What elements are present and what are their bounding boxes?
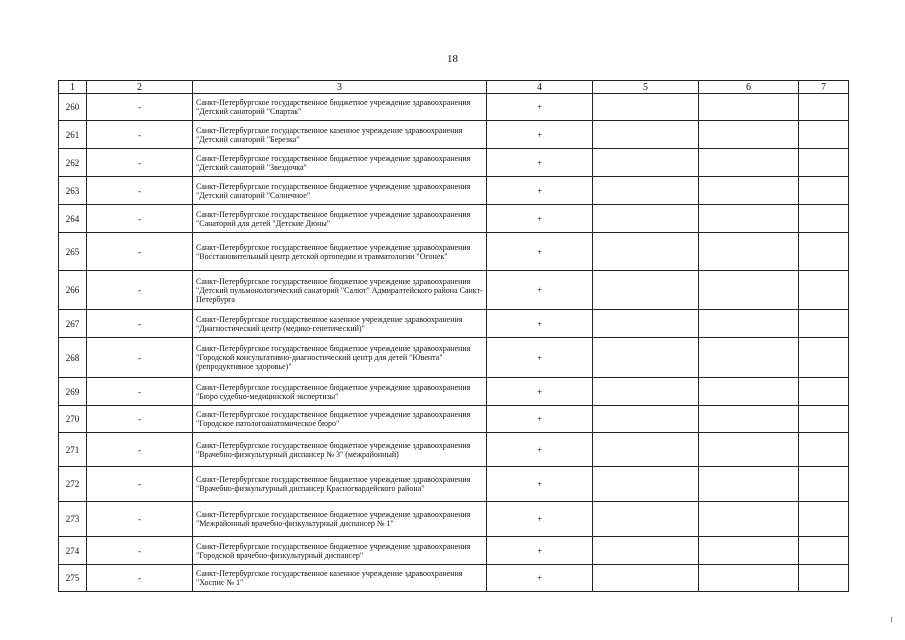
row-number: 270 [59, 406, 87, 433]
table-row [59, 121, 849, 149]
institution-name: Санкт-Петербургское государственное бюджетное учреждение здравоохранения "Городской консультативно-диагностический центр для детей "Ювента" (репродуктивное здоровье)" [193, 338, 487, 378]
header-col-2: 2 [87, 81, 193, 94]
institution-name: Санкт-Петербургское государственное бюджетное учреждение здравоохранения "Врачебно-физкультурный диспансер № 3" (межрайонный) [193, 433, 487, 467]
table-row [59, 271, 849, 310]
row-col4: + [487, 467, 593, 502]
row-col5 [593, 121, 699, 149]
row-col4: + [487, 433, 593, 467]
table-row [59, 565, 849, 592]
row-col4: + [487, 94, 593, 121]
header-row [59, 81, 849, 94]
row-number: 274 [59, 537, 87, 565]
row-col5 [593, 378, 699, 406]
row-col4: + [487, 378, 593, 406]
row-col6 [699, 271, 799, 310]
row-number: 260 [59, 94, 87, 121]
page-number: 18 [447, 53, 458, 65]
row-col7 [799, 233, 849, 271]
institution-name: Санкт-Петербургское государственное бюджетное учреждение здравоохранения "Детский санаторий "Звездочка" [193, 149, 487, 177]
row-col6 [699, 121, 799, 149]
row-col4: + [487, 338, 593, 378]
institution-name: Санкт-Петербургское государственное бюджетное учреждение здравоохранения "Бюро судебно-медицинской экспертизы" [193, 378, 487, 406]
header-col-3: 3 [193, 81, 487, 94]
row-col4: + [487, 565, 593, 592]
row-number: 272 [59, 467, 87, 502]
row-col6 [699, 378, 799, 406]
row-col6 [699, 467, 799, 502]
row-col7 [799, 338, 849, 378]
row-number: 268 [59, 338, 87, 378]
row-col2: - [87, 121, 193, 149]
row-col5 [593, 94, 699, 121]
table-row [59, 502, 849, 537]
institution-name: Санкт-Петербургское государственное бюджетное учреждение здравоохранения "Детский пульмонологический санаторий "Салют" Адмиралтейского района Санкт-Петербурга [193, 271, 487, 310]
row-col5 [593, 271, 699, 310]
row-col4: + [487, 177, 593, 205]
row-col6 [699, 94, 799, 121]
row-col2: - [87, 467, 193, 502]
row-col6 [699, 338, 799, 378]
row-number: 271 [59, 433, 87, 467]
row-col5 [593, 565, 699, 592]
row-col6 [699, 233, 799, 271]
row-col7 [799, 205, 849, 233]
row-col5 [593, 537, 699, 565]
row-col4: + [487, 149, 593, 177]
row-col6 [699, 406, 799, 433]
row-col2: - [87, 233, 193, 271]
row-col7 [799, 467, 849, 502]
row-number: 275 [59, 565, 87, 592]
table-row [59, 406, 849, 433]
table-row [59, 378, 849, 406]
table-row [59, 537, 849, 565]
row-number: 264 [59, 205, 87, 233]
row-number: 261 [59, 121, 87, 149]
row-col2: - [87, 177, 193, 205]
row-col5 [593, 177, 699, 205]
row-col7 [799, 271, 849, 310]
row-col4: + [487, 406, 593, 433]
row-number: 273 [59, 502, 87, 537]
header-col-4: 4 [487, 81, 593, 94]
row-col4: + [487, 121, 593, 149]
institution-name: Санкт-Петербургское государственное казенное учреждение здравоохранения "Детский санаторий "Березка" [193, 121, 487, 149]
header-col-6: 6 [699, 81, 799, 94]
institution-name: Санкт-Петербургское государственное бюджетное учреждение здравоохранения "Городской врачебно-физкультурный диспансер" [193, 537, 487, 565]
row-col5 [593, 149, 699, 177]
row-col7 [799, 310, 849, 338]
institution-name: Санкт-Петербургское государственное бюджетное учреждение здравоохранения "Городское патологоанатомическое бюро" [193, 406, 487, 433]
institution-name: Санкт-Петербургское государственное бюджетное учреждение здравоохранения "Восстановительный центр детской ортопедии и травматологии "Огонек" [193, 233, 487, 271]
row-number: 265 [59, 233, 87, 271]
institution-name: Санкт-Петербургское государственное казенное учреждение здравоохранения "Хоспис № 1" [193, 565, 487, 592]
row-col4: + [487, 537, 593, 565]
institution-name: Санкт-Петербургское государственное казенное учреждение здравоохранения "Диагностический центр (медико-генетический)" [193, 310, 487, 338]
row-col2: - [87, 433, 193, 467]
row-col7 [799, 177, 849, 205]
row-col5 [593, 338, 699, 378]
institution-name: Санкт-Петербургское государственное бюджетное учреждение здравоохранения "Врачебно-физкультурный диспансер Красногвардейского района" [193, 467, 487, 502]
row-col2: - [87, 537, 193, 565]
row-col2: - [87, 310, 193, 338]
row-col6 [699, 537, 799, 565]
row-col2: - [87, 94, 193, 121]
row-col6 [699, 177, 799, 205]
row-col2: - [87, 271, 193, 310]
row-col5 [593, 310, 699, 338]
scan-mark [891, 617, 892, 622]
row-col2: - [87, 149, 193, 177]
header-col-5: 5 [593, 81, 699, 94]
row-col7 [799, 565, 849, 592]
row-col6 [699, 433, 799, 467]
row-number: 263 [59, 177, 87, 205]
header-col-7: 7 [799, 81, 849, 94]
row-col5 [593, 205, 699, 233]
row-number: 266 [59, 271, 87, 310]
row-col2: - [87, 406, 193, 433]
row-col7 [799, 378, 849, 406]
row-col2: - [87, 565, 193, 592]
row-col6 [699, 205, 799, 233]
table-row [59, 94, 849, 121]
row-number: 262 [59, 149, 87, 177]
row-col6 [699, 149, 799, 177]
institution-name: Санкт-Петербургское государственное бюджетное учреждение здравоохранения "Санаторий для детей "Детские Дюны" [193, 205, 487, 233]
row-col5 [593, 406, 699, 433]
row-col4: + [487, 205, 593, 233]
registry-table [58, 80, 849, 592]
table-row [59, 433, 849, 467]
row-col2: - [87, 338, 193, 378]
row-col6 [699, 310, 799, 338]
table-row [59, 467, 849, 502]
row-number: 267 [59, 310, 87, 338]
table-row [59, 205, 849, 233]
row-col4: + [487, 502, 593, 537]
row-col5 [593, 467, 699, 502]
row-col2: - [87, 378, 193, 406]
row-col4: + [487, 271, 593, 310]
institution-name: Санкт-Петербургское государственное бюджетное учреждение здравоохранения "Детский санаторий "Спартак" [193, 94, 487, 121]
row-col2: - [87, 502, 193, 537]
header-col-1: 1 [59, 81, 87, 94]
table-row [59, 149, 849, 177]
row-col7 [799, 433, 849, 467]
row-col6 [699, 565, 799, 592]
institution-name: Санкт-Петербургское государственное бюджетное учреждение здравоохранения "Межрайонный врачебно-физкультурный диспансер № 1" [193, 502, 487, 537]
row-col7 [799, 94, 849, 121]
row-col7 [799, 406, 849, 433]
table-row [59, 338, 849, 378]
row-col7 [799, 537, 849, 565]
row-col2: - [87, 205, 193, 233]
table-row [59, 310, 849, 338]
row-col7 [799, 121, 849, 149]
row-col4: + [487, 233, 593, 271]
row-col4: + [487, 310, 593, 338]
row-col6 [699, 502, 799, 537]
row-col7 [799, 149, 849, 177]
row-col5 [593, 433, 699, 467]
row-col5 [593, 502, 699, 537]
institution-name: Санкт-Петербургское государственное бюджетное учреждение здравоохранения "Детский санаторий "Солнечное" [193, 177, 487, 205]
row-col5 [593, 233, 699, 271]
table-row [59, 177, 849, 205]
table-row [59, 233, 849, 271]
row-number: 269 [59, 378, 87, 406]
row-col7 [799, 502, 849, 537]
